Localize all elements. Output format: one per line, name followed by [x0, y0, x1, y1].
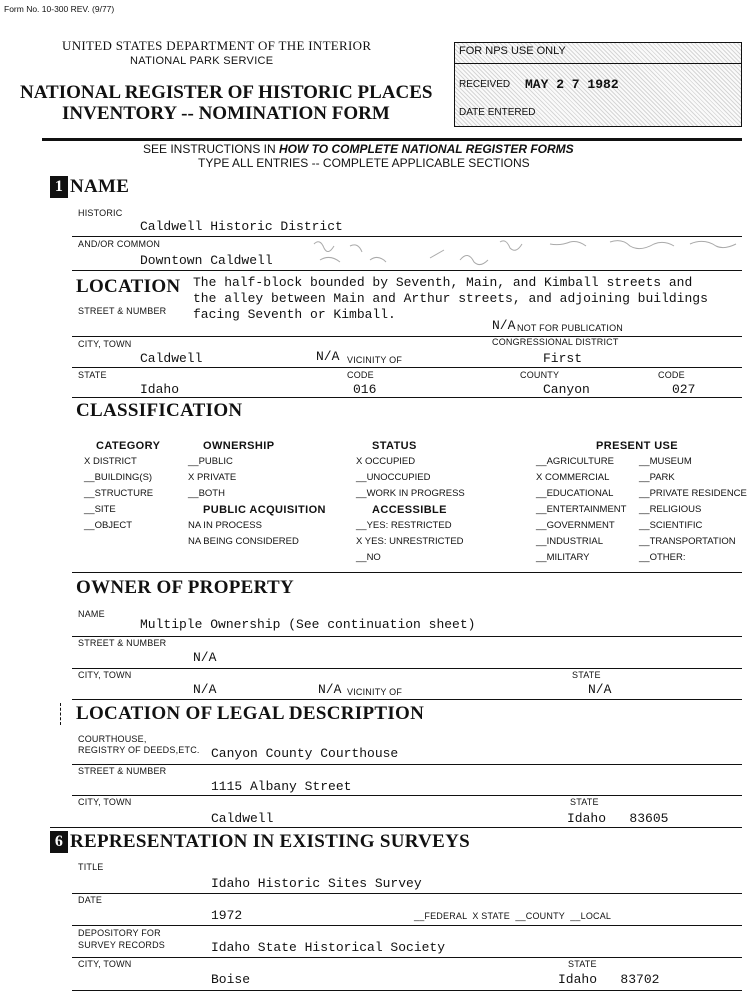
section-surveys-heading: 6 REPRESENTATION IN EXISTING SURVEYS: [50, 831, 470, 853]
handwritten-annotation: [310, 236, 740, 266]
accessible-restricted: __YES: RESTRICTED: [356, 520, 452, 531]
department-name: UNITED STATES DEPARTMENT OF THE INTERIOR: [62, 38, 372, 53]
legal-street-label: STREET & NUMBER: [78, 766, 167, 776]
state-value: Idaho: [140, 382, 180, 397]
use-religious: __RELIGIOUS: [639, 504, 702, 515]
category-site: __SITE: [84, 504, 116, 515]
use-educational: __EDUCATIONAL: [536, 488, 614, 499]
category-structure: __STRUCTURE: [84, 488, 154, 499]
survey-date-value: 1972: [211, 908, 243, 923]
legal-street-value: 1115 Albany Street: [211, 779, 352, 794]
legal-city-value: Caldwell: [211, 811, 274, 826]
survey-levels: __FEDERAL X STATE __COUNTY __LOCAL: [414, 911, 612, 921]
use-park: __PARK: [639, 472, 675, 483]
owner-street-label: STREET & NUMBER: [78, 638, 167, 648]
location-street-label: STREET & NUMBER: [78, 306, 167, 316]
legal-state-label: STATE: [570, 797, 599, 807]
use-entertainment: __ENTERTAINMENT: [536, 504, 627, 515]
city-value: Caldwell: [140, 351, 203, 366]
handwritten-scribble: [310, 236, 740, 266]
historic-label: HISTORIC: [78, 208, 123, 218]
use-museum: __MUSEUM: [639, 456, 692, 467]
not-for-publication-mark: N/A: [492, 318, 516, 333]
location-description-line: the alley between Main and Arthur streets, and adjoining buildings: [193, 291, 708, 306]
owner-city-value: N/A: [193, 682, 217, 697]
use-military: __MILITARY: [536, 552, 590, 563]
status-occupied: X OCCUPIED: [356, 456, 416, 467]
section-owner-heading: OWNER OF PROPERTY: [76, 577, 295, 598]
use-agriculture: __AGRICULTURE: [536, 456, 614, 467]
form-title-line2: INVENTORY -- NOMINATION FORM: [62, 103, 390, 124]
form-title-line1: NATIONAL REGISTER OF HISTORIC PLACES: [20, 82, 433, 103]
accessible-unrestricted: X YES: UNRESTRICTED: [356, 536, 464, 547]
use-transportation: __TRANSPORTATION: [639, 536, 736, 547]
county-code-label: CODE: [658, 370, 685, 380]
survey-city-value: Boise: [211, 972, 251, 987]
instructions-line2: TYPE ALL ENTRIES -- COMPLETE APPLICABLE SECTIONS: [198, 156, 530, 170]
status-unoccupied: __UNOCCUPIED: [356, 472, 431, 483]
vicinity-mark: N/A: [316, 349, 340, 364]
present-use-heading: PRESENT USE: [596, 440, 679, 452]
survey-date-label: DATE: [78, 895, 103, 905]
courthouse-label: COURTHOUSE, REGISTRY OF DEEDS,ETC.: [78, 734, 200, 755]
category-buildings: __BUILDING(S): [84, 472, 153, 483]
section-classification-heading: CLASSIFICATION: [76, 400, 243, 421]
use-government: __GOVERNMENT: [536, 520, 615, 531]
category-heading: CATEGORY: [96, 440, 161, 452]
ownership-heading: OWNERSHIP: [203, 440, 275, 452]
city-town-label: CITY, TOWN: [78, 339, 132, 349]
survey-state-value: Idaho 83702: [558, 972, 660, 987]
survey-title-label: TITLE: [78, 862, 104, 872]
acquisition-in-process: NA IN PROCESS: [188, 520, 262, 531]
historic-name-value: Caldwell Historic District: [140, 219, 343, 234]
vicinity-label: VICINITY OF: [347, 355, 403, 365]
section-number-badge: 6: [50, 831, 68, 853]
form-number: Form No. 10-300 REV. (9/77): [4, 4, 115, 14]
status-work-in-progress: __WORK IN PROGRESS: [356, 488, 465, 499]
use-commercial: X COMMERCIAL: [536, 472, 610, 483]
received-label: RECEIVED: [459, 79, 511, 90]
use-private-residence: __PRIVATE RESIDENCE: [639, 488, 747, 499]
depository-value: Idaho State Historical Society: [211, 940, 446, 955]
owner-street-value: N/A: [193, 650, 217, 665]
common-name-label: AND/OR COMMON: [78, 239, 161, 249]
location-description-line: The half-block bounded by Seventh, Main, and Kimball streets and: [193, 275, 693, 290]
county-label: COUNTY: [520, 370, 560, 380]
category-district: X DISTRICT: [84, 456, 137, 467]
section-name-heading: 1 NAME: [50, 176, 129, 198]
section-location-heading: LOCATION: [76, 276, 181, 297]
legal-city-label: CITY, TOWN: [78, 797, 132, 807]
status-heading: STATUS: [372, 440, 417, 452]
owner-city-label: CITY, TOWN: [78, 670, 132, 680]
nps-box-label: FOR NPS USE ONLY: [459, 45, 566, 57]
state-label: STATE: [78, 370, 107, 380]
legal-state-value: Idaho 83605: [567, 811, 669, 826]
depository-label: DEPOSITORY FOR SURVEY RECORDS: [78, 928, 165, 950]
location-description-line: facing Seventh or Kimball.: [193, 307, 396, 322]
owner-vicinity-label: VICINITY OF: [347, 687, 403, 697]
owner-name-value: Multiple Ownership (See continuation sheet): [140, 617, 476, 632]
category-column: [84, 438, 160, 534]
owner-name-label: NAME: [78, 609, 105, 619]
use-industrial: __INDUSTRIAL: [536, 536, 604, 547]
present-use-right-column: [639, 454, 747, 566]
received-stamp: MAY 2 7 1982: [525, 77, 619, 92]
state-code-value: 016: [353, 382, 377, 397]
not-for-publication-label: NOT FOR PUBLICATION: [517, 323, 623, 333]
ownership-column: [188, 438, 326, 550]
service-name: NATIONAL PARK SERVICE: [130, 55, 274, 67]
use-scientific: __SCIENTIFIC: [639, 520, 703, 531]
county-value: Canyon: [543, 382, 590, 397]
use-other: __OTHER:: [639, 552, 686, 563]
section-number-badge: 1: [50, 176, 68, 198]
survey-title-value: Idaho Historic Sites Survey: [211, 876, 422, 891]
ownership-both: __BOTH: [188, 488, 225, 499]
date-entered-label: DATE ENTERED: [459, 107, 536, 118]
instructions-line1: SEE INSTRUCTIONS IN HOW TO COMPLETE NATIONAL REGISTER FORMS: [143, 142, 574, 156]
accessible-no: __NO: [356, 552, 381, 563]
owner-state-value: N/A: [588, 682, 612, 697]
public-acquisition-heading: PUBLIC ACQUISITION: [203, 504, 326, 516]
nps-use-box: [454, 42, 742, 127]
acquisition-being-considered: NA BEING CONSIDERED: [188, 536, 299, 547]
accessible-heading: ACCESSIBLE: [372, 504, 447, 516]
location-description: [193, 275, 708, 323]
category-object: __OBJECT: [84, 520, 133, 531]
survey-state-label: STATE: [568, 959, 597, 969]
state-code-label: CODE: [347, 370, 374, 380]
survey-city-label: CITY, TOWN: [78, 959, 132, 969]
ownership-private: X PRIVATE: [188, 472, 237, 483]
congressional-label: CONGRESSIONAL DISTRICT: [492, 337, 619, 347]
common-name-value: Downtown Caldwell: [140, 253, 273, 268]
ownership-public: __PUBLIC: [188, 456, 233, 467]
congressional-value: First: [543, 351, 583, 366]
county-code-value: 027: [672, 382, 696, 397]
section-legal-heading: LOCATION OF LEGAL DESCRIPTION: [76, 703, 425, 724]
owner-vicinity-mark: N/A: [318, 682, 342, 697]
owner-state-label: STATE: [572, 670, 601, 680]
courthouse-value: Canyon County Courthouse: [211, 746, 399, 761]
status-column: [356, 438, 465, 566]
